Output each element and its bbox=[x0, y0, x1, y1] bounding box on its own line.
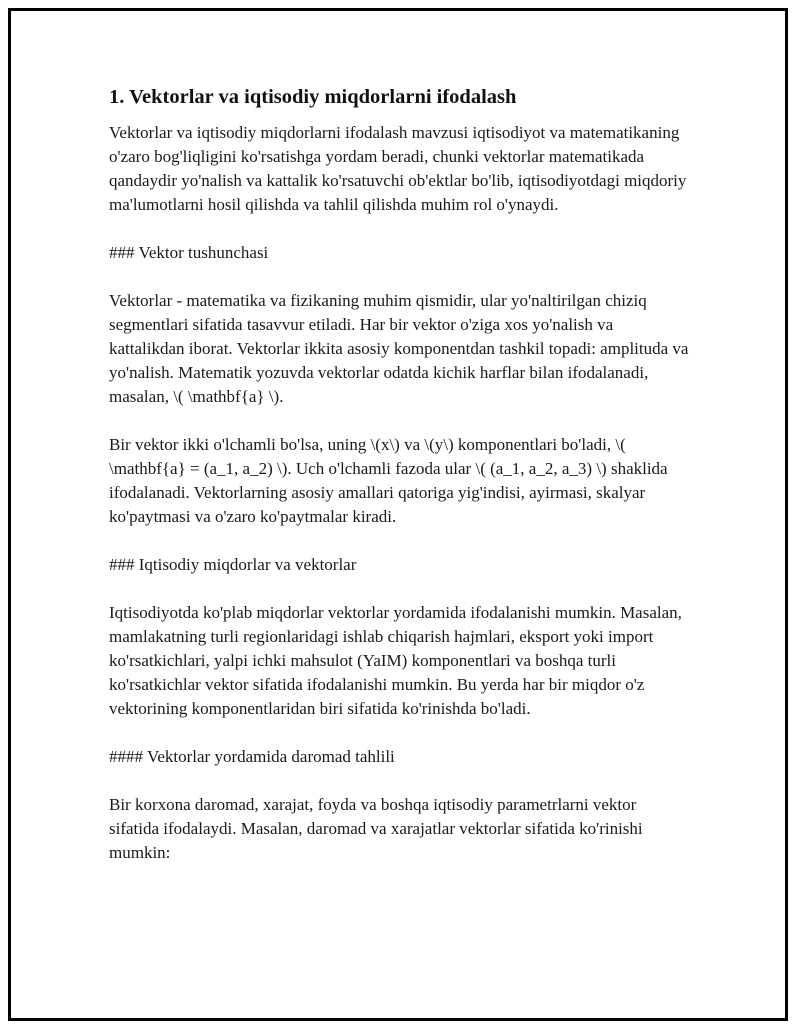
paragraph-economic-vectors: Iqtisodiyotda ko'plab miqdorlar vektorlar yordamida ifodalanishi mumkin. Masalan, mamlakatning turli regionlaridagi ishlab chiqarish hajmlari, eksport yoki import ko'rsatkichlari, yalpi ichki mahsulot (YaIM) komponentlari va boshqa turli ko'rsatkichlar vektor sifatida ifodalanishi mumkin. Bu yerda har bir miqdor o'z vektorining komponentlaridan biri sifatida ko'rinishda bo'ladi. bbox=[109, 603, 682, 718]
paragraph-income-analysis: Bir korxona daromad, xarajat, foyda va boshqa iqtisodiy parametrlarni vektor sifatida ifodalaydi. Masalan, daromad va xarajatlar vektorlar sifatida ko'rinishi mumkin: bbox=[109, 795, 643, 862]
section-heading-vector-concept: ### Vektor tushunchasi bbox=[109, 243, 269, 262]
subsection-heading-income-analysis: #### Vektorlar yordamida daromad tahlili bbox=[109, 747, 395, 766]
section-heading-economic-quantities: ### Iqtisodiy miqdorlar va vektorlar bbox=[109, 555, 357, 574]
paragraph-intro: Vektorlar va iqtisodiy miqdorlarni ifodalash mavzusi iqtisodiyot va matematikaning o'zaro bog'liqligini ko'rsatishga yordam beradi, chunki vektorlar matematikada qandaydir yo'nalish va kattalik ko'rsatuvchi ob'ektlar bo'lib, iqtisodiyotdagi miqdoriy ma'lumotlarni hosil qilishda va tahlil qilishda muhim rol o'ynaydi. bbox=[109, 123, 687, 214]
document-body bbox=[109, 84, 689, 889]
paragraph-vector-definition: Vektorlar - matematika va fizikaning muhim qismidir, ular yo'naltirilgan chiziq segmentlari sifatida tasavvur etiladi. Har bir vektor o'ziga xos yo'nalish va kattalikdan iborat. Vektorlar ikkita asosiy komponentdan tashkil topadi: amplituda va yo'nalish. Matematik yozuvda vektorlar odatda kichik harflar bilan ifodalanadi, masalan, \( \mathbf{a} \). bbox=[109, 291, 689, 406]
document-title: 1. Vektorlar va iqtisodiy miqdorlarni ifodalash bbox=[109, 86, 517, 108]
paragraph-vector-components: Bir vektor ikki o'lchamli bo'lsa, uning \(x\) va \(y\) komponentlari bo'ladi, \( \mathbf{a} = (a_1, a_2) \). Uch o'lchamli fazoda ular \( (a_1, a_2, a_3) \) shaklida ifodalanadi. Vektorlarning asosiy amallari qatoriga yig'indisi, ayirmasi, skalyar ko'paytmasi va o'zaro ko'paytmalar kiradi. bbox=[109, 435, 668, 526]
